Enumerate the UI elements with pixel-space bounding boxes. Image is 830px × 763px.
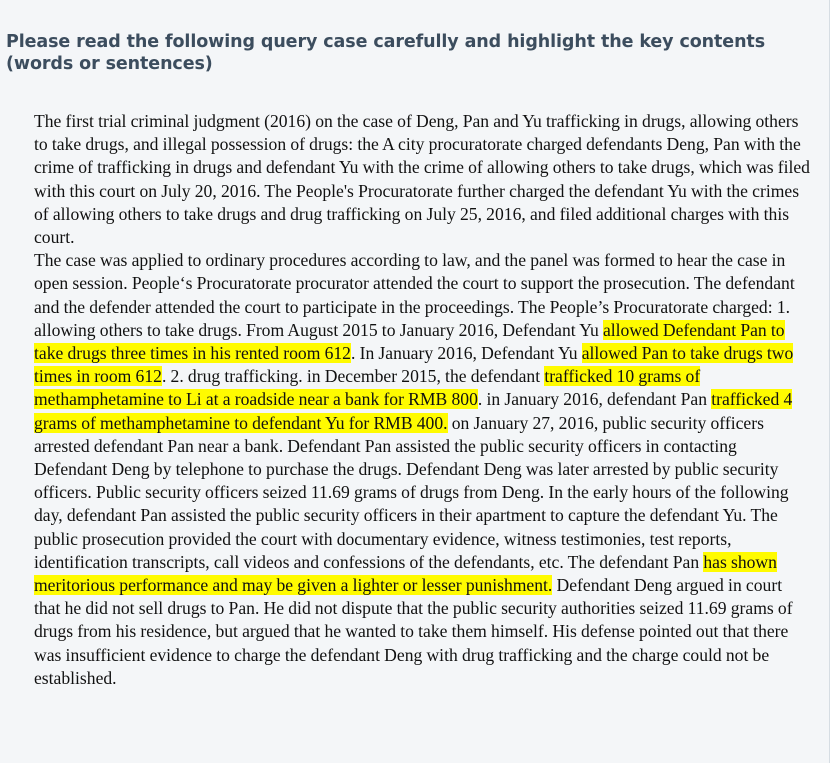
highlight-span[interactable]: has shown meritorious performance and may be given a lighter or lesser punishment. <box>34 551 777 596</box>
text-segment: Defendant Deng argued in court that he did not sell drugs to Pan. He did not dispute that the public security authorities seized 11.69 grams of drugs from his residence, but argued that he wanted to take them himself. His defense pointed out that there was insufficient evidence to charge the defendant Deng with drug trafficking and the charge could not be established. <box>34 575 793 688</box>
highlight-span[interactable]: allowed Defendant Pan to take drugs three times in his rented room 612 <box>34 319 785 364</box>
text-segment: . 2. drug trafficking. in December 2015, the defendant <box>161 366 545 387</box>
text-segment: . In January 2016, Defendant Yu <box>350 343 582 364</box>
text-segment: on January 27, 2016, public security officers arrested defendant Pan near a bank. Defendant Pan assisted the public security officers in contacting Defendant Deng by telephone to purchase the drugs. Defendant Deng was later arrested by public security officers. Public security officers seized 11.69 grams of drugs from Deng. In the early hours of the following day, defendant Pan assisted the public security officers in their apartment to capture the defendant Yu. The public prosecution provided the court with documentary evidence, witness testimonies, test reports, identification transcripts, call videos and confessions of the defendants, etc. The defendant Pan <box>34 412 789 572</box>
highlight-span[interactable]: trafficked 10 grams of methamphetamine to Li at a roadside near a bank for RMB 800 <box>34 366 701 410</box>
task-instruction: Please read the following query case carefully and highlight the key contents (words or sentences) <box>6 32 766 74</box>
highlight-span[interactable]: allowed Pan to take drugs two times in room 612 <box>34 343 794 387</box>
case-text-body[interactable] <box>34 110 810 690</box>
text-segment: . in January 2016, defendant Pan <box>477 389 712 410</box>
case-paragraph-1[interactable]: The first trial criminal judgment (2016) on the case of Deng, Pan and Yu trafficking in drugs, allowing others to take drugs, and illegal possession of drugs: the A city procuratorate charged defendants Deng, Pan with the crime of trafficking in drugs and defendant Yu with the crime of allowing others to take drugs, which was filed with this court on July 20, 2016. The People's Procuratorate further charged the defendant Yu with the crimes of allowing others to take drugs and drug trafficking on July 25, 2016, and filed additional charges with this court. <box>34 111 810 248</box>
case-paragraph-2[interactable] <box>34 249 810 690</box>
highlight-span[interactable]: trafficked 4 grams of methamphetamine to defendant Yu for RMB 400. <box>34 389 793 433</box>
text-segment: The case was applied to ordinary procedures according to law, and the panel was formed to hear the case in open session. People‘s Procuratorate procurator attended the court to support the prosecution. The defendant and the defender attended the court to participate in the proceedings. The People’s Procuratorate charged: 1. allowing others to take drugs. From August 2015 to January 2016, Defendant Yu <box>34 250 795 340</box>
